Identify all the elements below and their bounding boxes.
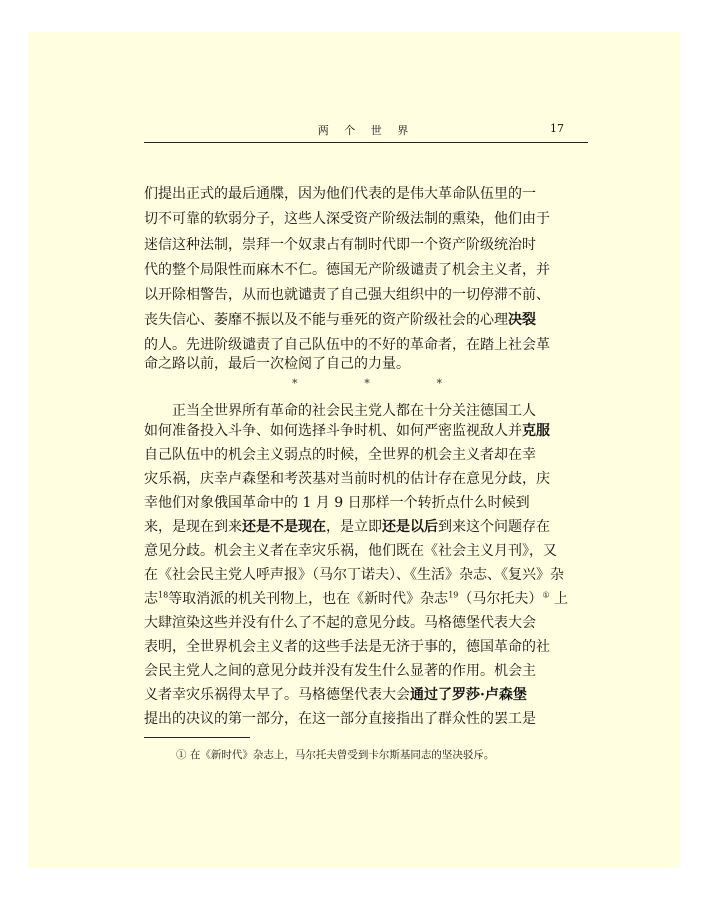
text-segment: 来，是现在到来 bbox=[144, 519, 242, 535]
text-line: 表明，全世界机会主义者的这些手法是无济于事的，德国革命的社 bbox=[144, 639, 550, 655]
text-segment: 到来这个问题存在 bbox=[438, 519, 550, 535]
asterisk: * bbox=[364, 377, 370, 390]
bold-text: 还是以后 bbox=[382, 519, 438, 535]
text-segment: 上 bbox=[549, 591, 568, 607]
bold-text: 还是不是现在 bbox=[242, 519, 326, 535]
text-segment: 丧失信心、萎靡不振以及不能与垂死的资产阶级社会的心理 bbox=[144, 312, 508, 328]
text-line: 命之路以前，最后一次检阅了自己的力量。 bbox=[144, 356, 410, 372]
text-line: 幸他们对象俄国革命中的 1 月 9 日那样一个转折点什么时候到 bbox=[144, 495, 530, 511]
text-line-container bbox=[144, 686, 527, 704]
text-segment: 等取消派的机关刊物上，也在《新时代》杂志 bbox=[168, 591, 449, 607]
text-line: 提出的决议的第一部分，在这一部分直接指出了群众性的罢工是 bbox=[144, 711, 536, 727]
text-segment: ，是立即 bbox=[326, 519, 382, 535]
text-line: 切不可靠的软弱分子，这些人深受资产阶级法制的熏染，他们由于 bbox=[144, 211, 550, 227]
text-segment: 义者幸灾乐祸得太早了。马格德堡代表大会 bbox=[144, 687, 410, 703]
bold-text: 决裂 bbox=[508, 312, 536, 328]
text-line: 以开除相警告，从而也就谴责了自己强大组织中的一切停滞不前、 bbox=[144, 287, 550, 303]
text-line-container bbox=[144, 422, 550, 440]
asterisk: * bbox=[436, 377, 442, 390]
text-line: 大肆渲染这些并没有什么了不起的意见分歧。马格德堡代表大会 bbox=[144, 615, 536, 631]
endnote-marker: 19 bbox=[448, 590, 459, 600]
text-line: 正当全世界所有革命的社会民主党人都在十分关注德国工人 bbox=[172, 403, 536, 419]
text-line: 迷信这种法制，崇拜一个奴隶占有制时代即一个资产阶级统治时 bbox=[144, 237, 536, 253]
text-line-container bbox=[144, 311, 536, 329]
header-title: 两 个 世 界 bbox=[317, 124, 415, 137]
footnote-divider bbox=[144, 737, 250, 738]
section-separator bbox=[292, 377, 442, 390]
asterisk: * bbox=[292, 377, 298, 390]
page-number: 17 bbox=[550, 122, 564, 135]
text-segment: 志 bbox=[144, 591, 158, 607]
bold-text: 克服 bbox=[522, 423, 550, 439]
text-line: 灾乐祸，庆幸卢森堡和考茨基对当前时机的估计存在意见分歧，庆 bbox=[144, 471, 550, 487]
text-segment: （马尔托夫） bbox=[458, 591, 543, 607]
text-line: 自己队伍中的机会主义弱点的时候，全世界的机会主义者却在幸 bbox=[144, 447, 536, 463]
text-line: 会民主党人之间的意见分歧并没有发生什么显著的作用。机会主 bbox=[144, 663, 536, 679]
running-header bbox=[144, 120, 588, 143]
endnote-marker: 18 bbox=[158, 590, 169, 600]
text-line-container bbox=[144, 590, 568, 608]
text-line: 意见分歧。机会主义者在幸灾乐祸，他们既在《社会主义月刊》，又 bbox=[144, 543, 557, 559]
bold-text: 通过了罗莎·卢森堡 bbox=[410, 687, 527, 703]
text-line: 们提出正式的最后通牒，因为他们代表的是伟大革命队伍里的一 bbox=[144, 186, 536, 202]
footnote-marker: ① bbox=[542, 590, 550, 600]
text-line: 代的整个局限性而麻木不仁。德国无产阶级谴责了机会主义者，并 bbox=[144, 262, 550, 278]
text-line: 在《社会民主党人呼声报》（马尔丁诺夫）、《生活》杂志、《复兴》杂 bbox=[144, 567, 564, 583]
text-segment: 如何准备投入斗争、如何选择斗争时机、如何严密监视敌人并 bbox=[144, 423, 522, 439]
text-line: 的人。先进阶级谴责了自己队伍中的不好的革命者，在踏上社会革 bbox=[144, 337, 550, 353]
footnote: ① 在《新时代》杂志上，马尔托夫曾受到卡尔斯基同志的坚决驳斥。 bbox=[176, 749, 495, 761]
text-line-container bbox=[144, 518, 550, 536]
